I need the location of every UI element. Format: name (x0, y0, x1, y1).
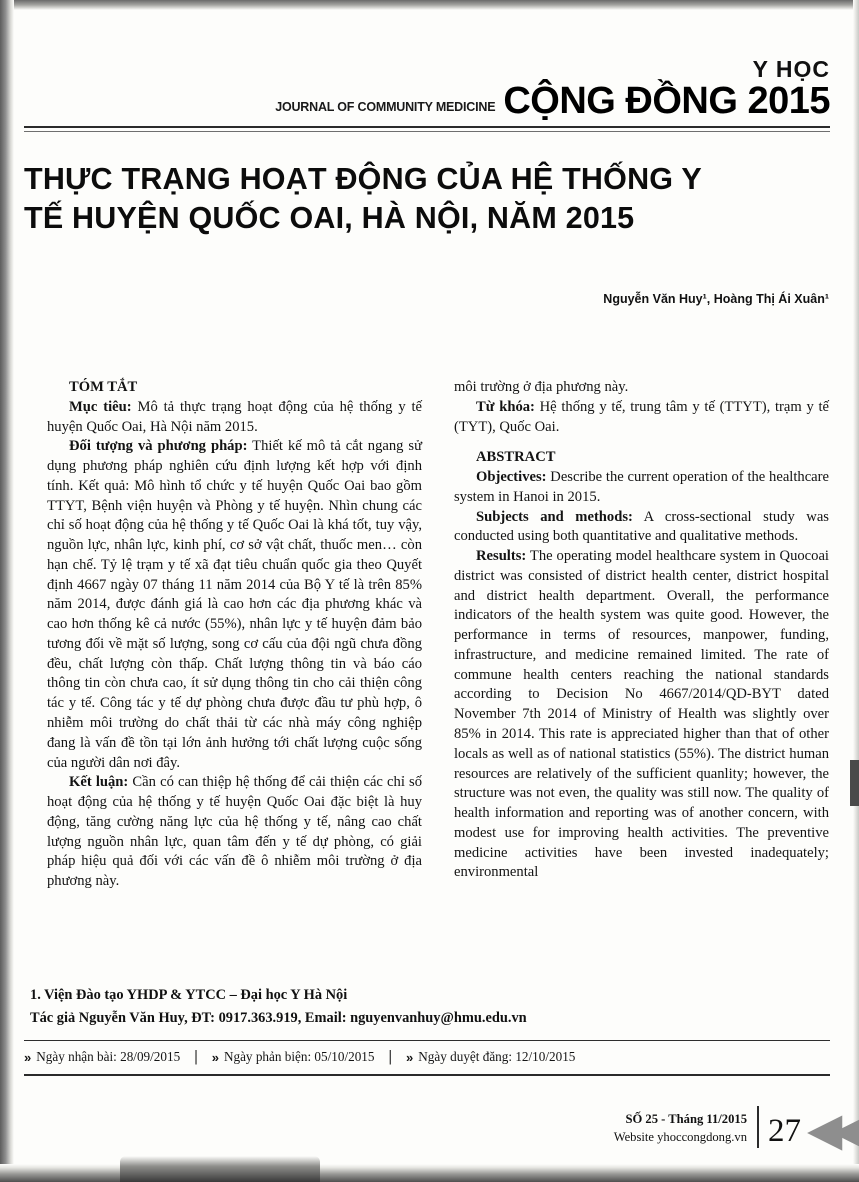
dates-separator-1: | (194, 1048, 198, 1065)
column-right (454, 378, 829, 956)
abstract-vn-objective (47, 398, 422, 438)
page-number-rule (757, 1106, 759, 1148)
corresponding-author: Tác giả Nguyễn Văn Huy, ĐT: 0917.363.919, Email: nguyenvanhuy@hmu.edu.vn (30, 1009, 527, 1026)
masthead (30, 58, 830, 120)
abstract-en-results-text: The operating model healthcare system in Quocoai district was consisted of district health center, district hospital and district health department. Overall, the performance indicators of the health system was quite good. However, the performance in terms of resources, manpower, funding, infrastructure, and medicine remained limited. The rate of commune health centers reaching the national standards according to Decision No 4667/2014/QD-BYT dated November 7th 2014 of Ministry of Health was slightly over 85% in 2014. This rate is appreciated higher than that of other locals as well as of national statistics (55%). The district human resources are relatively of the sufficient quanlity; however, the structure was not even, the quality was still now. The quality of health information and reporting was of another concern, with modest use for improving health activities. The preventive medicine activities have been invested inadequately; environmental (454, 548, 829, 881)
abstract-vn-keywords (454, 398, 829, 438)
abstract-vn-keywords-text: Hệ thống y tế, trung tâm y tế (TTYT), trạm y tế (TYT), Quốc Oai. (454, 398, 830, 435)
scan-edge-top (0, 0, 859, 10)
abstract-vn-objective-label: Mục tiêu: (69, 398, 132, 415)
abstract-en-results (454, 547, 829, 883)
footnote-block (30, 985, 820, 1029)
abstract-vn-heading: TÓM TẮT (69, 379, 138, 395)
abstract-vn-conclusion-continued: môi trường ở địa phương này. (454, 379, 629, 395)
abstract-vn-conclusion (47, 773, 422, 892)
dates-bar (24, 1048, 830, 1066)
journal-title-en: JOURNAL OF COMMUNITY MEDICINE (275, 100, 496, 114)
header-rule-secondary (24, 131, 830, 132)
page-title: THỰC TRẠNG HOẠT ĐỘNG CỦA HỆ THỐNG Y TẾ HUYỆN QUỐC OAI, HÀ NỘI, NĂM 2015 (24, 162, 702, 236)
date-reviewed-label: Ngày phản biện: (223, 1049, 312, 1064)
scan-artifact-bottom (120, 1156, 320, 1182)
abstract-vn-methods (47, 437, 422, 773)
chevron-right-icon: » (24, 1049, 30, 1065)
abstract-vn-keywords-label: Từ khóa: (476, 398, 535, 415)
date-accepted-label: Ngày duyệt đăng: (418, 1049, 513, 1064)
date-received-label: Ngày nhận bài: (36, 1049, 117, 1064)
abstract-en-objectives (454, 468, 829, 508)
dates-separator-2: | (388, 1048, 393, 1065)
journal-title-vn (503, 58, 830, 120)
date-reviewed (212, 1049, 375, 1065)
scan-edge-left (0, 0, 14, 1182)
footer-info (614, 1110, 747, 1147)
abstract-columns (47, 378, 830, 956)
abstract-vn-methods-label: Đối tượng và phương pháp: (69, 438, 248, 455)
scan-artifact-right (850, 760, 859, 806)
chevron-right-icon: » (211, 1049, 217, 1065)
date-reviewed-value: 05/10/2015 (314, 1049, 375, 1064)
abstract-vn-conclusion-text: Cần có can thiệp hệ thống để cải thiện các chỉ số hoạt động của hệ thống y tế huyện Quốc Oai đặc biệt là huy động, tăng cường năng lực của hệ thống y tế, nâng cao chất lượng nguồn nhân lực, quan tâm đến y tế dự phòng, có giải pháp hiệu quả đối với các vấn đề ô nhiễm môi trường ở địa phương này. (47, 774, 422, 890)
header-rule (24, 126, 830, 128)
chevron-right-icon: » (406, 1049, 412, 1065)
website-label: Website yhoccongdong.vn (613, 1129, 747, 1144)
abstract-en-results-label: Results: (476, 548, 527, 565)
journal-title-vn-line2: CỘNG ĐỒNG 2015 (503, 80, 830, 122)
abstract-en-subjects (454, 508, 829, 548)
issue-label: SỐ 25 - Tháng 11/2015 (625, 1111, 747, 1126)
dates-rule-top (24, 1040, 830, 1041)
corner-chevrons-icon: ◀◀ (807, 1103, 858, 1155)
abstract-en-objectives-label: Objectives: (476, 469, 547, 486)
date-received (24, 1049, 180, 1065)
abstract-en-heading: ABSTRACT (476, 449, 556, 466)
abstract-en-subjects-label: Subjects and methods: (476, 508, 633, 525)
abstract-vn-conclusion-label: Kết luận: (69, 774, 129, 791)
abstract-vn-objective-text: Mô tả thực trạng hoạt động của hệ thống y tế huyện Quốc Oai, Hà Nội năm 2015. (47, 398, 423, 435)
author-list: Nguyễn Văn Huy¹, Hoàng Thị Ái Xuân¹ (603, 292, 829, 306)
abstract-en-subjects-text: A cross-sectional study was conducted using both quantitative and qualitative methods. (454, 508, 829, 545)
scan-edge-right (853, 0, 859, 1182)
date-accepted-value: 12/10/2015 (515, 1049, 576, 1064)
abstract-en-objectives-text: Describe the current operation of the healthcare system in Hanoi in 2015. (454, 469, 829, 505)
column-left (47, 378, 422, 956)
journal-title-vn-line1: Y HỌC (752, 56, 830, 82)
date-received-value: 28/09/2015 (120, 1049, 181, 1064)
page-number: 27 (768, 1113, 801, 1149)
date-accepted (406, 1049, 575, 1065)
spacer (454, 437, 829, 448)
dates-rule-bottom (24, 1074, 830, 1076)
author-affiliation: 1. Viện Đào tạo YHDP & YTCC – Đại học Y Hà Nội (30, 987, 348, 1003)
abstract-vn-methods-text: Thiết kế mô tả cắt ngang sử dụng phương pháp nghiên cứu định lượng kết hợp với định tính. Kết quả: Mô hình tổ chức y tế huyện Quốc Oai bao gồm TTYT, Bệnh viện huyện và Phòng y tế huyện. Nhìn chung các chỉ số hoạt động của hệ thống y tế Quốc Oai là khá tốt, tuy vậy, nguồn lực, nhân lực, kinh phí, cơ sở vật chất, thuốc men… còn hạn chế. Tỷ lệ trạm y tế xã đạt tiêu chuẩn quốc gia theo Quyết định 4667 ngày 07 tháng 11 năm 2014 của Bộ Y tế là trên 85% năm 2014, được đánh giá là cao hơn các địa phương khác và cao hơn thống kê cả nước (55%), nhân lực y tế huyện đảm bảo tương đối về mặt số lượng, song cơ cấu của đội ngũ chưa đồng đều, chất lượng còn thấp. Chất lượng thông tin và báo cáo thông tin còn chưa cao, ít sử dụng thông tin cho cải thiện công tác y tế. Công tác y tế dự phòng chưa được đầu tư phù hợp, ô nhiễm môi trường do chất thải từ các nhà máy công nghiệp đang là vấn đề tồn tại lớn ảnh hưởng tới chất lượng cuộc sống của người dân nơi đây. (47, 438, 422, 771)
